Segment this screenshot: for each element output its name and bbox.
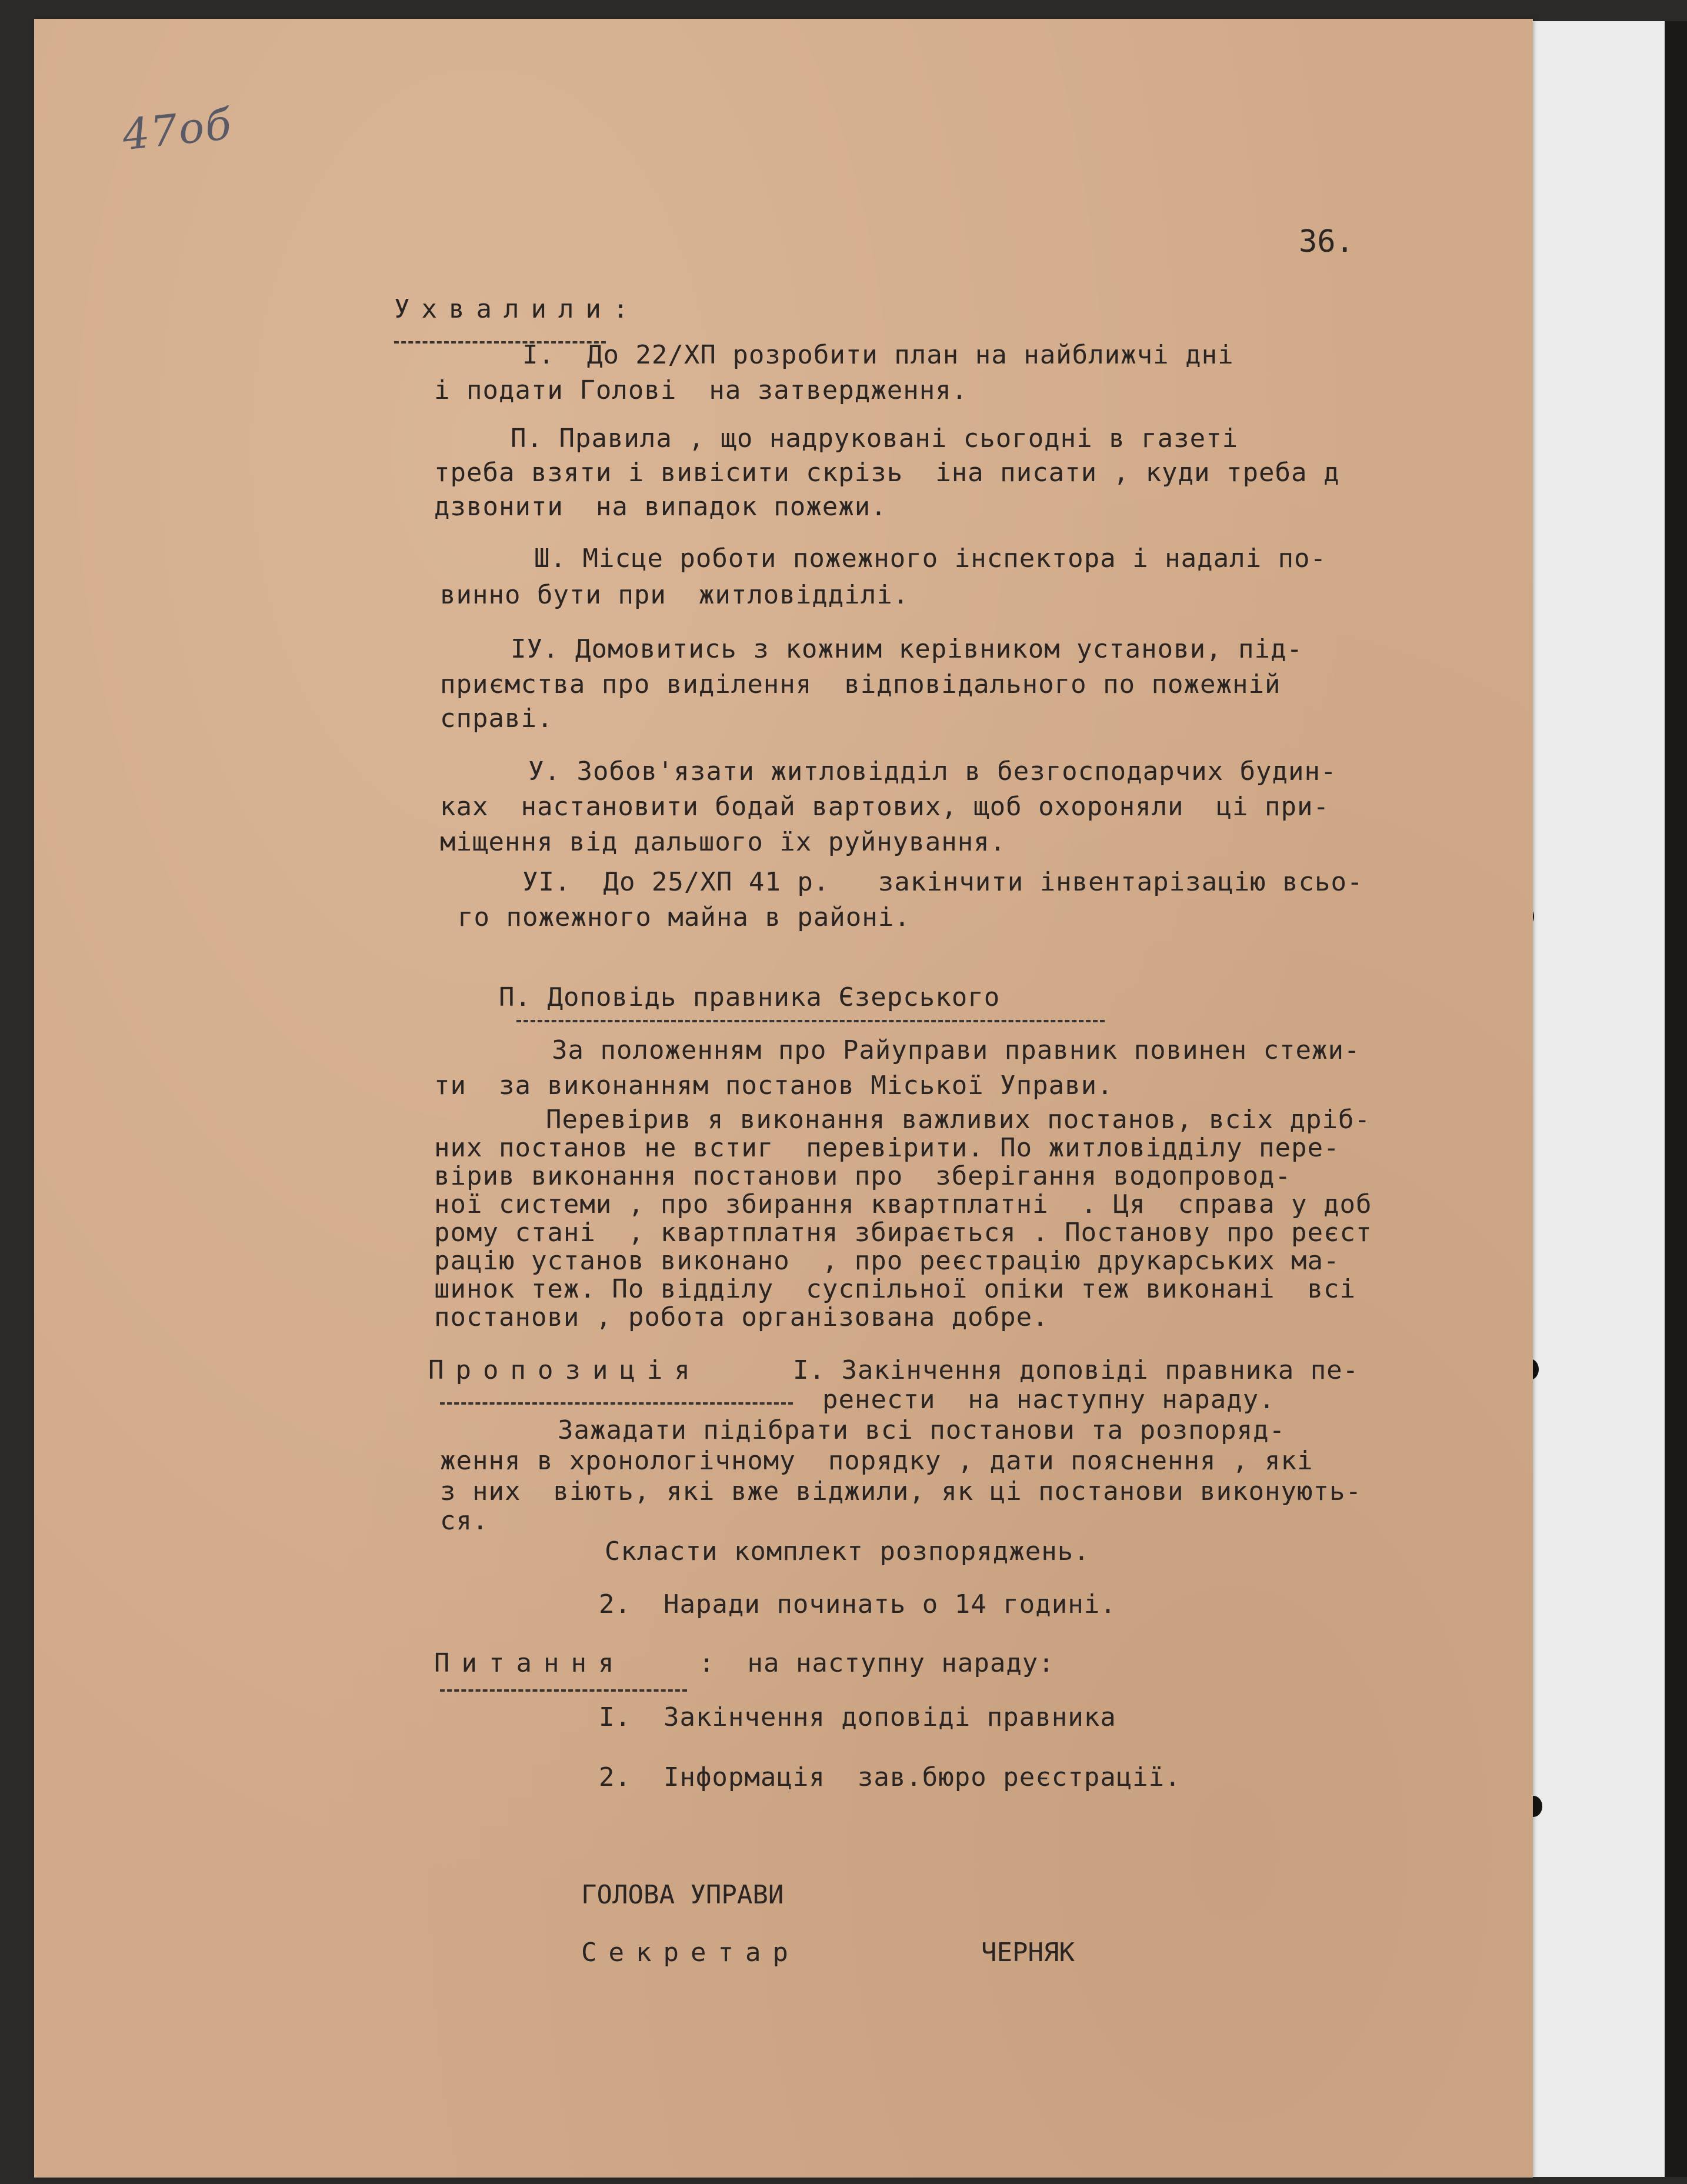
secretary-title: Секретар	[581, 1938, 800, 1968]
report-line: ної системи , про збирання квартплатні . Ця справа у доб	[434, 1189, 1372, 1219]
resolution-line: УІ. До 25/ХП 41 р. закінчити інвентарізацію всьо-	[522, 867, 1363, 897]
proposition-line: з них віють, які вже віджили, як ці постанови виконують-	[440, 1476, 1362, 1506]
chair-title: ГОЛОВА УПРАВИ	[581, 1880, 784, 1910]
question-item: І. Закінчення доповіді правника	[599, 1702, 1116, 1732]
questions-suffix: : на наступну нараду:	[699, 1648, 1055, 1678]
questions-label: Питання	[434, 1648, 626, 1678]
proposition-line: ження в хронологічному порядку , дати пояснення , які	[440, 1446, 1313, 1476]
report-line: них постанов не встиг перевірити. По житловідділу пере-	[434, 1133, 1340, 1163]
report-line: За положенням про Райуправи правник повинен стежи-	[552, 1035, 1361, 1065]
resolution-line: справі.	[440, 703, 554, 733]
questions-underline	[440, 1689, 687, 1692]
proposition-line: Скласти комплект розпоряджень.	[605, 1536, 1090, 1566]
archive-folio-number: 47об	[120, 99, 235, 160]
report-line: вірив виконання постанови про зберігання водопровод-	[434, 1161, 1291, 1191]
resolution-line: дзвонити на випадок пожежи.	[434, 492, 887, 522]
question-item: 2. Інформація зав.бюро реєстрації.	[599, 1762, 1181, 1792]
document-body	[34, 19, 1533, 2178]
scan-edge-strip	[1665, 21, 1687, 2177]
resolution-line: винно бути при житловідділі.	[440, 580, 909, 610]
document-page	[34, 19, 1533, 2178]
proposition-line: І. Закінчення доповіді правника пе-	[793, 1355, 1359, 1385]
resolution-line: І. До 22/ХП розробити план на найближчі дні	[522, 340, 1234, 370]
report-heading-underline	[516, 1020, 1105, 1022]
proposition-line: 2. Наради починать о 14 годині.	[599, 1589, 1116, 1619]
page-number: 36.	[1299, 224, 1354, 259]
resolution-line: ках настановити бодай вартових, щоб охороняли ці при-	[440, 792, 1329, 822]
report-heading: П. Доповідь правника Єзерського	[499, 982, 1001, 1012]
resolution-line: і подати Голові на затвердження.	[434, 375, 968, 405]
report-line: ти за виконанням постанов Міської Управи.	[434, 1071, 1113, 1101]
report-line: рому стані , квартплатня збирається . Постанову про реєст	[434, 1218, 1372, 1248]
proposition-label: Пропозиція	[428, 1355, 702, 1385]
resolution-line: міщення від дальшого їх руйнування.	[440, 827, 1006, 857]
resolution-line: ІУ. Домовитись з кожним керівником установи, під-	[511, 634, 1303, 664]
resolution-line: треба взяти і вивісити скрізь іна писати , куди треба д	[434, 458, 1340, 488]
resolution-line: Ш. Місце роботи пожежного інспектора і надалі по-	[534, 544, 1327, 573]
resolution-line: П. Правила , що надруковані сьогодні в газеті	[511, 424, 1239, 454]
proposition-underline	[440, 1402, 793, 1405]
report-line: рацію установ виконано , про реєстрацію друкарських ма-	[434, 1246, 1340, 1276]
report-line: шинок теж. По відділу суспільної опіки теж виконані всі	[434, 1274, 1356, 1304]
report-line: постанови , робота організована добре.	[434, 1302, 1049, 1332]
report-line: Перевірив я виконання важливих постанов, всіх дріб-	[546, 1105, 1371, 1135]
secretary-name: ЧЕРНЯК	[981, 1938, 1075, 1968]
proposition-line: ся.	[440, 1506, 489, 1536]
proposition-line: ренести на наступну нараду.	[822, 1385, 1275, 1415]
proposition-line: Зажадати підібрати всі постанови та розпоряд-	[558, 1415, 1286, 1445]
resolved-heading: Ухвалили:	[394, 294, 641, 324]
resolution-line: приємства про виділення відповідального по пожежній	[440, 669, 1281, 699]
resolution-line: У. Зобов'язати житловідділ в безгосподарчих будин-	[528, 756, 1337, 786]
resolution-line: го пожежного майна в районі.	[458, 902, 911, 932]
